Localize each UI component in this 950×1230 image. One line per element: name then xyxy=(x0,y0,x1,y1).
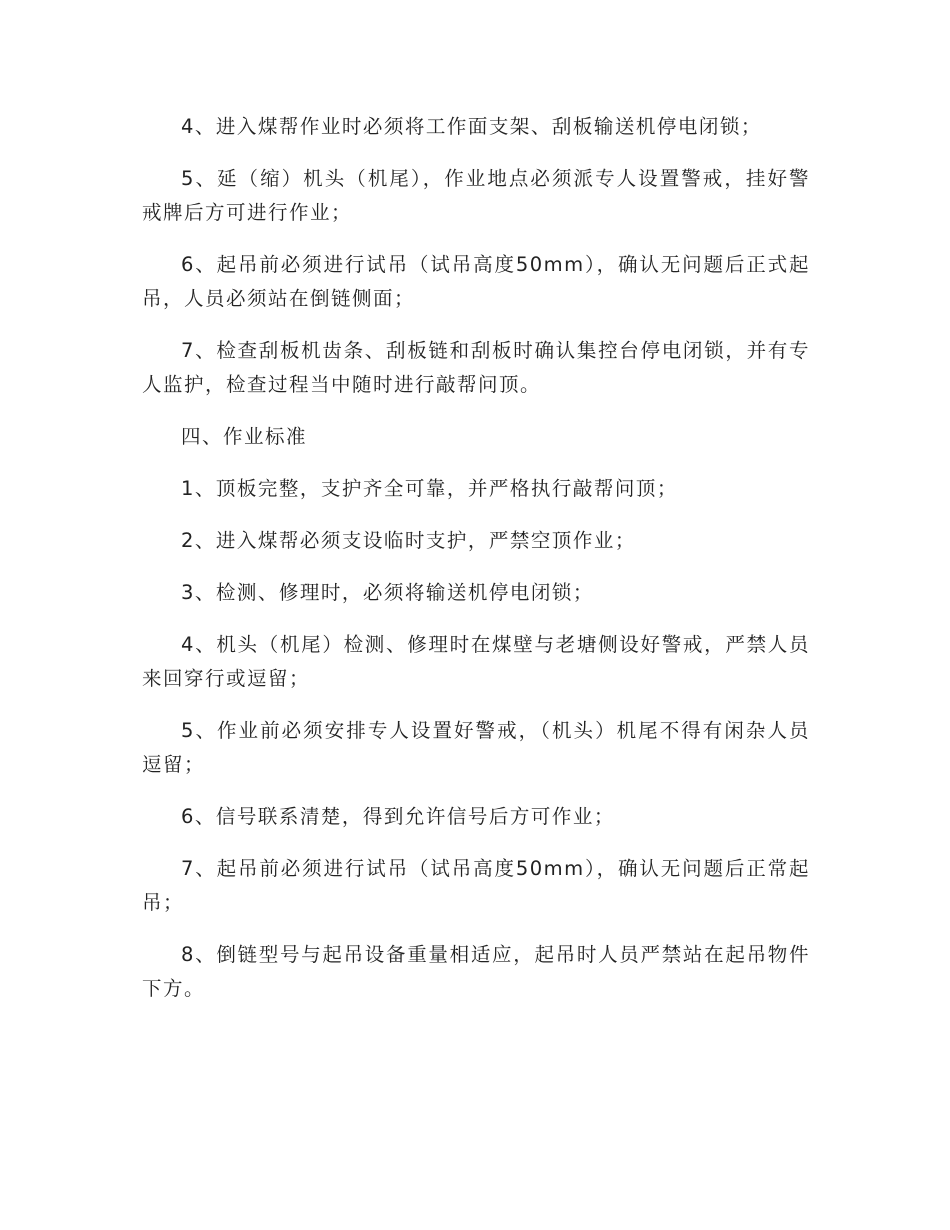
paragraph-standard-6: 6、信号联系清楚，得到允许信号后方可作业； xyxy=(181,805,615,828)
paragraph-safety-6: 6、起吊前必须进行试吊（试吊高度50mm），确认无问题后正式起吊，人员必须站在倒链侧面； xyxy=(142,253,810,310)
paragraph-standard-4: 4、机头（机尾）检测、修理时在煤壁与老塘侧设好警戒，严禁人员来回穿行或逗留； xyxy=(142,633,810,690)
paragraph-standard-5: 5、作业前必须安排专人设置好警戒，（机头）机尾不得有闲杂人员逗留； xyxy=(142,719,810,776)
paragraph-standard-2: 2、进入煤帮必须支设临时支护，严禁空顶作业； xyxy=(181,529,636,552)
paragraph-standard-3: 3、检测、修理时，必须将输送机停电闭锁； xyxy=(181,581,594,604)
paragraph-standard-7: 7、起吊前必须进行试吊（试吊高度50mm），确认无问题后正常起吊； xyxy=(142,857,810,914)
paragraph-standard-8: 8、倒链型号与起吊设备重量相适应，起吊时人员严禁站在起吊物件下方。 xyxy=(142,943,810,1000)
paragraph-safety-4: 4、进入煤帮作业时必须将工作面支架、刮板输送机停电闭锁； xyxy=(181,115,762,138)
paragraph-safety-7: 7、检查刮板机齿条、刮板链和刮板时确认集控台停电闭锁，并有专人监护，检查过程当中随时进行敲帮问顶。 xyxy=(142,339,810,396)
section-heading-work-standards: 四、作业标准 xyxy=(181,425,308,448)
paragraph-standard-1: 1、顶板完整，支护齐全可靠，并严格执行敲帮问顶； xyxy=(181,477,678,500)
document-body xyxy=(142,110,810,1024)
paragraph-safety-5: 5、延（缩）机头（机尾），作业地点必须派专人设置警戒，挂好警戒牌后方可进行作业； xyxy=(142,167,810,224)
